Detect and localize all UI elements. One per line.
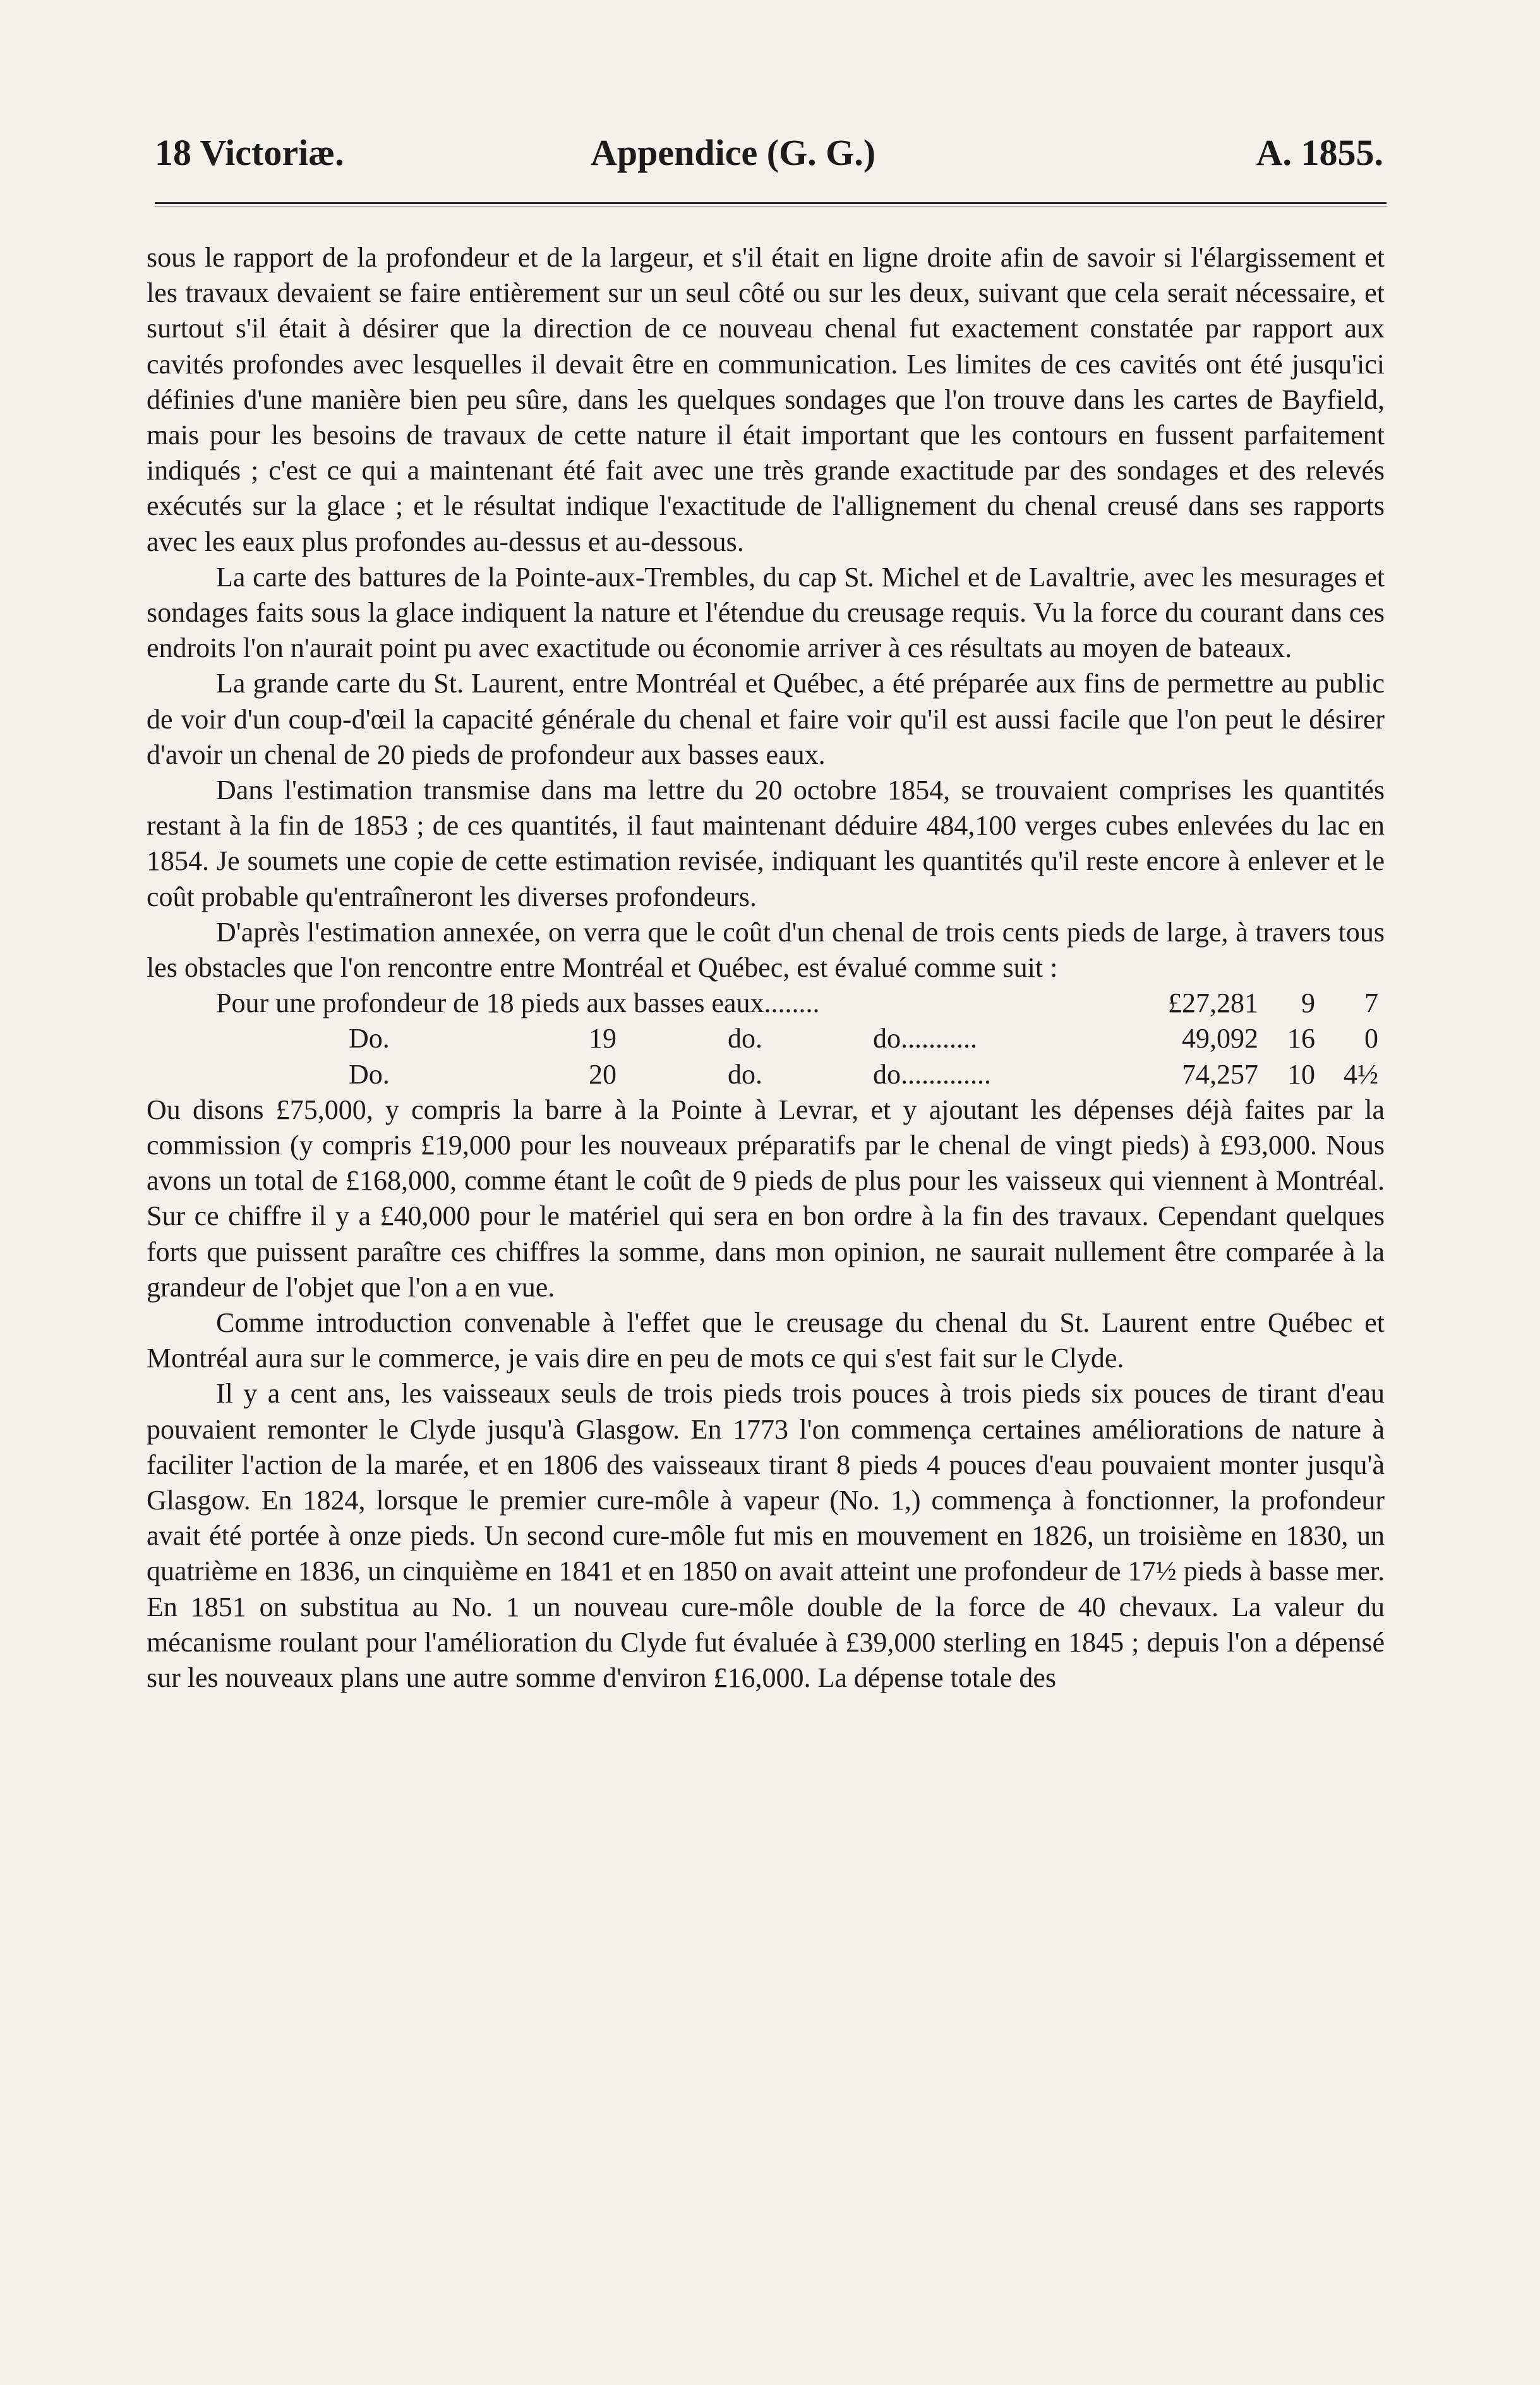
header-regnal-year: 18 Victoriæ. [155, 132, 344, 173]
estimate-depth: 19 [589, 1023, 617, 1054]
paragraph: D'après l'estimation annexée, on verra que le coût d'un chenal de trois cents pieds de large, à travers tous les obstacles que l'on rencontre entre Montréal et Québec, est évalué comme suit : [147, 916, 1385, 984]
paragraph: La carte des battures de la Pointe-aux-Trembles, du cap St. Michel et de Lavaltrie, avec les mesurages et sondages faits sous la glace indiquent la nature et l'étendue du creusage requis. Vu la force du courant dans ces endroits l'on n'aurait point pu avec exactitude ou économie arriver à ces résultats au moyen de bateaux. [147, 561, 1385, 664]
estimate-unit: do. [728, 1058, 762, 1090]
body-text [147, 240, 1385, 1696]
estimate-label: Do. [349, 1058, 390, 1090]
estimate-label: Do. [349, 1023, 390, 1054]
header-rule [155, 202, 1387, 207]
estimate-row [147, 1021, 1385, 1056]
estimate-shillings: 10 [1287, 1058, 1315, 1090]
estimate-depth: 20 [589, 1058, 617, 1090]
estimate-row [147, 1057, 1385, 1092]
paragraph: La grande carte du St. Laurent, entre Montréal et Québec, a été préparée aux fins de permettre au public de voir d'un coup-d'œil la capacité générale du chenal et faire voir qu'il est aussi facile que l'on peut le désirer d'avoir un chenal de 20 pieds de profondeur aux basses eaux. [147, 668, 1385, 770]
paragraph: Comme introduction convenable à l'effet que le creusage du chenal du St. Laurent entre Québec et Montréal aura sur le commerce, je vais dire en peu de mots ce qui s'est fait sur le Clyde. [147, 1307, 1385, 1374]
estimate-unit-ditto: do........... [873, 1023, 977, 1054]
estimate-pence: 0 [1364, 1023, 1378, 1054]
running-header [155, 131, 1383, 176]
header-appendix: Appendice (G. G.) [591, 132, 876, 173]
paragraph: Dans l'estimation transmise dans ma lettre du 20 octobre 1854, se trouvaient comprises les quantités restant à la fin de 1853 ; de ces quantités, il faut maintenant déduire 484,100 verges cubes enlevées du lac en 1854. Je soumets une copie de cette estimation revisée, indiquant les quantités qu'il reste encore à enlever et le coût probable qu'entraîneront les diverses profondeurs. [147, 775, 1385, 912]
estimate-pounds: 74,257 [1182, 1058, 1258, 1090]
estimate-row [147, 986, 1385, 1021]
estimate-shillings: 16 [1287, 1023, 1315, 1054]
estimate-unit: do. [728, 1023, 762, 1054]
header-year: A. 1855. [1256, 132, 1383, 173]
paragraph-continued: sous le rapport de la profondeur et de la largeur, et s'il était en ligne droite afin de savoir si l'élargissement et les travaux devaient se faire entièrement sur un seul côté ou sur les deux, suivant que cela serait nécessaire, et surtout s'il était à désirer que la direction de ce nouveau chenal fut exactement constatée par rapport aux cavités profondes avec lesquelles il devait être en communication. Les limites de ces cavités ont été jusqu'ici définies d'une manière bien peu sûre, dans les quelques sondages que l'on trouve dans les cartes de Bayfield, mais pour les besoins de travaux de cette nature il était important que les contours en fussent parfaitement indiqués ; c'est ce qui a maintenant été fait avec une très grande exactitude par des sondages et des relevés exécutés sur la glace ; et le résultat indique l'exactitude de l'allignement du chenal creusé dans ses rapports avec les eaux plus profondes au-dessus et au-dessous. [147, 242, 1385, 557]
estimate-shillings: 9 [1301, 987, 1315, 1019]
estimate-pounds: 49,092 [1182, 1023, 1258, 1054]
paragraph: Il y a cent ans, les vaisseaux seuls de trois pieds trois pouces à trois pieds six pouces de tirant d'eau pouvaient remonter le Clyde jusqu'à Glasgow. En 1773 l'on commença certaines améliorations de nature à faciliter l'action de la marée, et en 1806 des vaisseaux tirant 8 pieds 4 pouces d'eau pouvaient monter jusqu'à Glasgow. En 1824, lorsque le premier cure-môle à vapeur (No. 1,) commença à fonctionner, la profondeur avait été portée à onze pieds. Un second cure-môle fut mis en mouvement en 1826, un troisième en 1830, un quatrième en 1836, un cinquième en 1841 et en 1850 on avait atteint une profondeur de 17½ pieds à basse mer. En 1851 on substitua au No. 1 un nouveau cure-môle double de la force de 40 chevaux. La valeur du mécanisme roulant pour l'amélioration du Clyde fut évaluée à £39,000 sterling en 1845 ; depuis l'on a dépensé sur les nouveaux plans une autre somme d'environ £16,000. La dépense totale des [147, 1378, 1385, 1694]
estimate-label: Pour une profondeur de 18 pieds aux basses eaux........ [216, 987, 820, 1019]
paragraph: Ou disons £75,000, y compris la barre à la Pointe à Levrar, et y ajoutant les dépenses déjà faites par la commission (y compris £19,000 pour les nouveaux préparatifs par le chenal de vingt pieds) à £93,000. Nous avons un total de £168,000, comme étant le coût de 9 pieds de plus pour les vaisseux qui viennent à Montréal. Sur ce chiffre il y a £40,000 pour le matériel qui sera en bon ordre à la fin des travaux. Cependant quelques forts que puissent paraître ces chiffres la somme, dans mon opinion, ne saurait nullement être comparée à la grandeur de l'objet que l'on a en vue. [147, 1094, 1385, 1303]
estimate-pounds: £27,281 [1168, 987, 1258, 1019]
estimate-pence: 4½ [1344, 1058, 1378, 1090]
estimate-unit-ditto: do............. [873, 1058, 991, 1090]
estimate-pence: 7 [1364, 987, 1378, 1019]
